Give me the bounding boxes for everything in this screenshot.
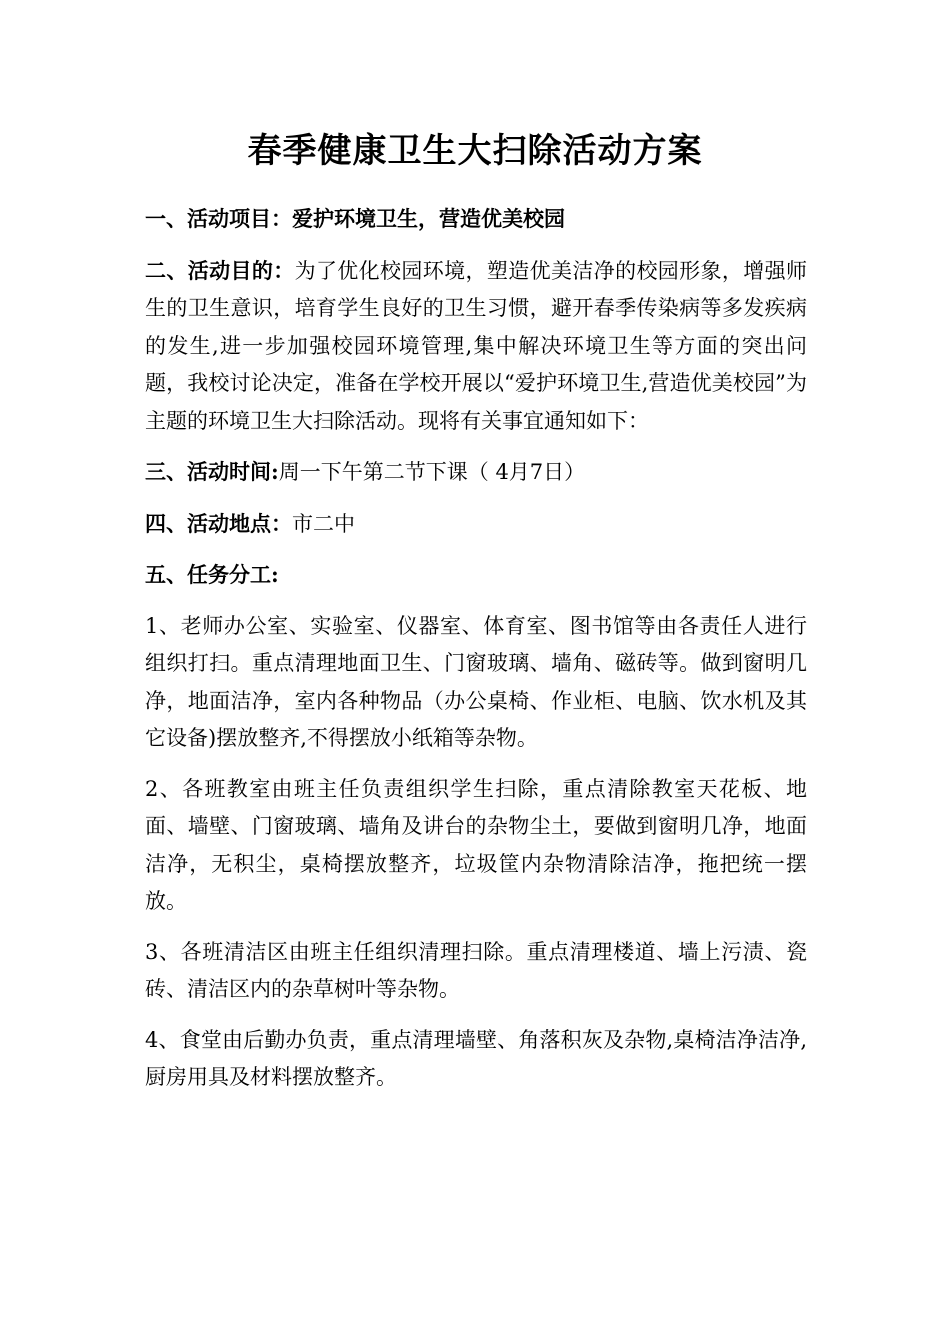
task-item: 1、老师办公室、实验室、仪器室、体育室、图书馆等由各责任人进行组织打扫。重点清理地面卫生、门窗玻璃、墙角、磁砖等。做到窗明几净，地面洁净，室内各种物品（办公桌椅、作业柜、电脑、饮水机及其它设备)摆放整齐,不得摆放小纸箱等杂物。 <box>145 613 807 750</box>
document-title: 春季健康卫生大扫除活动方案 <box>247 131 703 171</box>
section-text: 市二中 <box>292 511 355 536</box>
document-body <box>145 200 807 1110</box>
task-item: 2、各班教室由班主任负责组织学生扫除，重点清除教室天花板、地面、墙壁、门窗玻璃、墙角及讲台的杂物尘土，要做到窗明几净，地面洁净，无积尘，桌椅摆放整齐，垃圾筐内杂物清除洁净，拖把统一摆放。 <box>145 776 807 913</box>
task-item: 3、各班清洁区由班主任组织清理扫除。重点清理楼道、墙上污渍、瓷砖、清洁区内的杂草树叶等杂物。 <box>145 939 807 1001</box>
section-project <box>145 200 807 239</box>
section-label: 三、活动时间: <box>145 459 279 484</box>
section-label: 四、活动地点： <box>145 510 292 536</box>
task-item: 4、食堂由后勤办负责，重点清理墙壁、角落积灰及杂物,桌椅洁净洁净,厨房用具及材料摆放整齐。 <box>145 1027 807 1089</box>
section-text: 为了优化校园环境，塑造优美洁净的校园形象，增强师生的卫生意识，培育学生良好的卫生习惯，避开春季传染病等多发疾病的发生,进一步加强校园环境管理,集中解决环境卫生等方面的突出问题，我校讨论决定，准备在学校开展以“爱护环境卫生,营造优美校园”为主题的环境卫生大扫除活动。现将有关事宜通知如下： <box>145 258 808 433</box>
section-text: 周一下午第二节下课（ 4月7日） <box>278 460 586 484</box>
section-purpose <box>145 252 807 441</box>
section-label: 一、活动项目：爱护环境卫生，营造优美校园 <box>145 206 565 231</box>
section-label: 二、活动目的： <box>145 257 295 283</box>
section-location <box>145 505 807 544</box>
section-label: 五、任务分工: <box>145 562 279 587</box>
section-time <box>145 453 807 492</box>
section-tasks <box>145 556 807 595</box>
